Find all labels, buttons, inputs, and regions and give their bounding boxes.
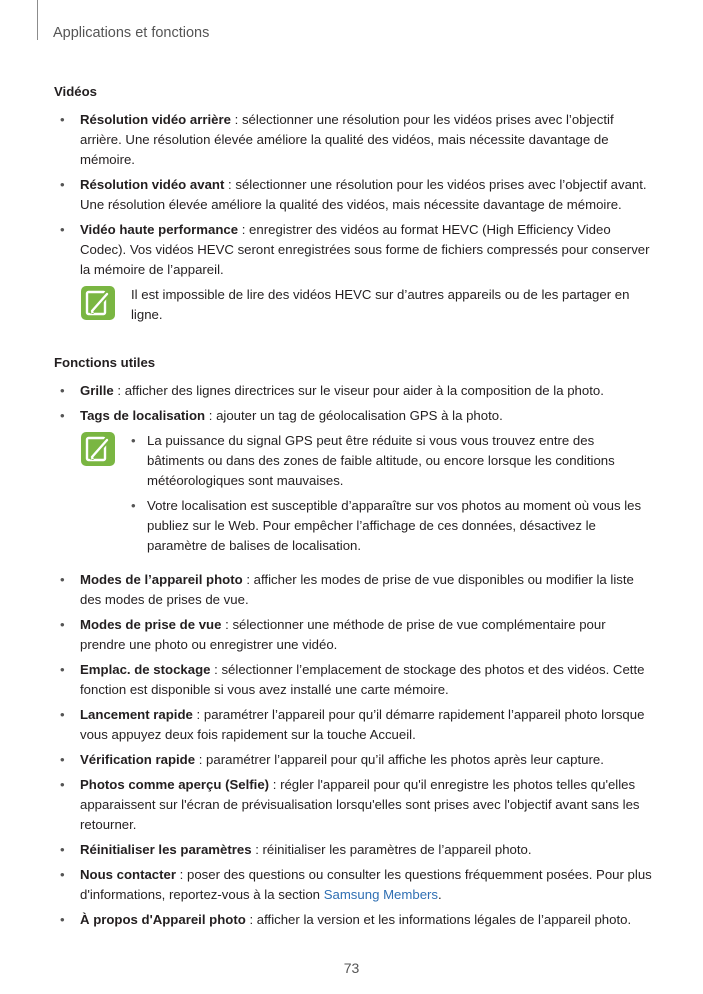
list-item (54, 220, 654, 280)
videos-heading: Vidéos (54, 84, 98, 99)
list-item (54, 615, 654, 655)
item-text: : sélectionner une résolution pour les vidéos prises avec l’objectif arrière. Une résolution élevée améliore la qualité des vidéos, mais nécessite davantage de mémoire. (80, 112, 614, 167)
bullet-dot: • (60, 617, 65, 632)
bullet-dot: • (131, 498, 136, 513)
item-text: : enregistrer des vidéos au format HEVC (High Efficiency Video Codec). Vos vidéos HEVC seront enregistrées sous forme de fichiers compressés pour conserver la mémoire de l’appareil. (80, 222, 650, 277)
edge-divider (37, 0, 38, 40)
note-text (131, 431, 654, 556)
item-text: : poser des questions ou consulter les questions fréquemment posées. Pour plus d'informations, reportez-vous à la section (80, 867, 652, 902)
bullet-dot: • (60, 222, 65, 237)
bullet-dot: • (60, 383, 65, 398)
note-hevc (80, 285, 654, 325)
item-term: Emplac. de stockage (80, 662, 211, 677)
list-item (54, 660, 654, 700)
note-text: Il est impossible de lire des vidéos HEVC sur d’autres appareils ou de les partager en ligne. (131, 287, 630, 322)
note-list-item (131, 431, 654, 491)
bullet-dot: • (60, 707, 65, 722)
samsung-members-link[interactable]: Samsung Members (323, 887, 439, 902)
item-term: Nous contacter (80, 867, 176, 882)
note-pencil-icon (80, 431, 116, 467)
item-term: À propos d'Appareil photo (80, 912, 246, 927)
item-term: Lancement rapide (80, 707, 193, 722)
list-item (54, 840, 654, 860)
item-text: : réinitialiser les paramètres de l’appareil photo. (251, 842, 532, 857)
bullet-dot: • (60, 912, 65, 927)
bullet-dot: • (60, 177, 65, 192)
item-text: : sélectionner une méthode de prise de vue complémentaire pour prendre une photo ou enregistrer une vidéo. (80, 617, 606, 652)
item-text-end: . (438, 887, 442, 902)
bullet-dot: • (60, 408, 65, 423)
item-text: : paramétrer l’appareil pour qu’il démarre rapidement l’appareil photo lorsque vous appuyez deux fois rapidement sur la touche Accueil. (80, 707, 645, 742)
note-item-text: La puissance du signal GPS peut être réduite si vous vous trouvez entre des bâtiments ou dans des zones de faible altitude, ou encore lorsque les conditions météorologiques sont mauvaises. (147, 433, 615, 488)
item-text: : afficher des lignes directrices sur le viseur pour aider à la composition de la photo. (113, 383, 604, 398)
item-term: Modes de l’appareil photo (80, 572, 243, 587)
item-text: : afficher les modes de prise de vue disponibles ou modifier la liste des modes de prises de vue. (80, 572, 634, 607)
note-gps (80, 431, 654, 556)
list-item (54, 865, 654, 905)
page-header: Applications et fonctions (53, 25, 210, 41)
note-item-text: Votre localisation est susceptible d’apparaître sur vos photos au moment où vous les publiez sur le Web. Pour empêcher l’affichage de ces données, désactivez le paramètre de balises de localisation. (147, 498, 642, 553)
list-item (54, 750, 654, 770)
bullet-dot: • (60, 662, 65, 677)
bullet-dot: • (60, 752, 65, 767)
item-text: : régler l'appareil pour qu'il enregistre les photos telles qu'elles apparaissent sur l'écran de prévisualisation lorsqu'elles sont prises avec l'objectif avant sans les retourner. (80, 777, 640, 832)
item-term: Réinitialiser les paramètres (80, 842, 252, 857)
item-term: Grille (80, 383, 114, 398)
item-term: Modes de prise de vue (80, 617, 222, 632)
item-term: Vidéo haute performance (80, 222, 239, 237)
bullet-dot: • (60, 867, 65, 882)
item-term: Résolution vidéo arrière (80, 112, 231, 127)
item-text: : afficher la version et les informations légales de l’appareil photo. (245, 912, 632, 927)
item-text: : sélectionner l’emplacement de stockage des photos et des vidéos. Cette fonction est disponible si vous avez installé une carte mémoire. (80, 662, 645, 697)
bullet-dot: • (60, 842, 65, 857)
item-text: : sélectionner une résolution pour les vidéos prises avec l’objectif avant. Une résolution élevée améliore la qualité des vidéos, mais nécessite davantage de mémoire. (80, 177, 647, 212)
bullet-dot: • (60, 572, 65, 587)
bullet-dot: • (60, 777, 65, 792)
list-item (54, 110, 654, 170)
bullet-dot: • (60, 112, 65, 127)
list-item (54, 910, 654, 930)
list-item (54, 705, 654, 745)
note-pencil-icon (80, 285, 116, 321)
useful-heading: Fonctions utiles (54, 355, 156, 370)
item-text: : paramétrer l’appareil pour qu’il affiche les photos après leur capture. (195, 752, 604, 767)
item-text: : ajouter un tag de géolocalisation GPS à la photo. (205, 408, 503, 423)
item-term: Vérification rapide (80, 752, 196, 767)
list-item (54, 406, 654, 426)
bullet-dot: • (131, 433, 136, 448)
list-item (54, 381, 654, 401)
list-item (54, 175, 654, 215)
page-content (54, 82, 654, 935)
item-term: Photos comme aperçu (Selfie) (80, 777, 270, 792)
page-number: 73 (343, 960, 360, 976)
item-term: Tags de localisation (80, 408, 206, 423)
note-list-item (131, 496, 654, 556)
list-item (54, 570, 654, 610)
item-term: Résolution vidéo avant (80, 177, 225, 192)
list-item (54, 775, 654, 835)
